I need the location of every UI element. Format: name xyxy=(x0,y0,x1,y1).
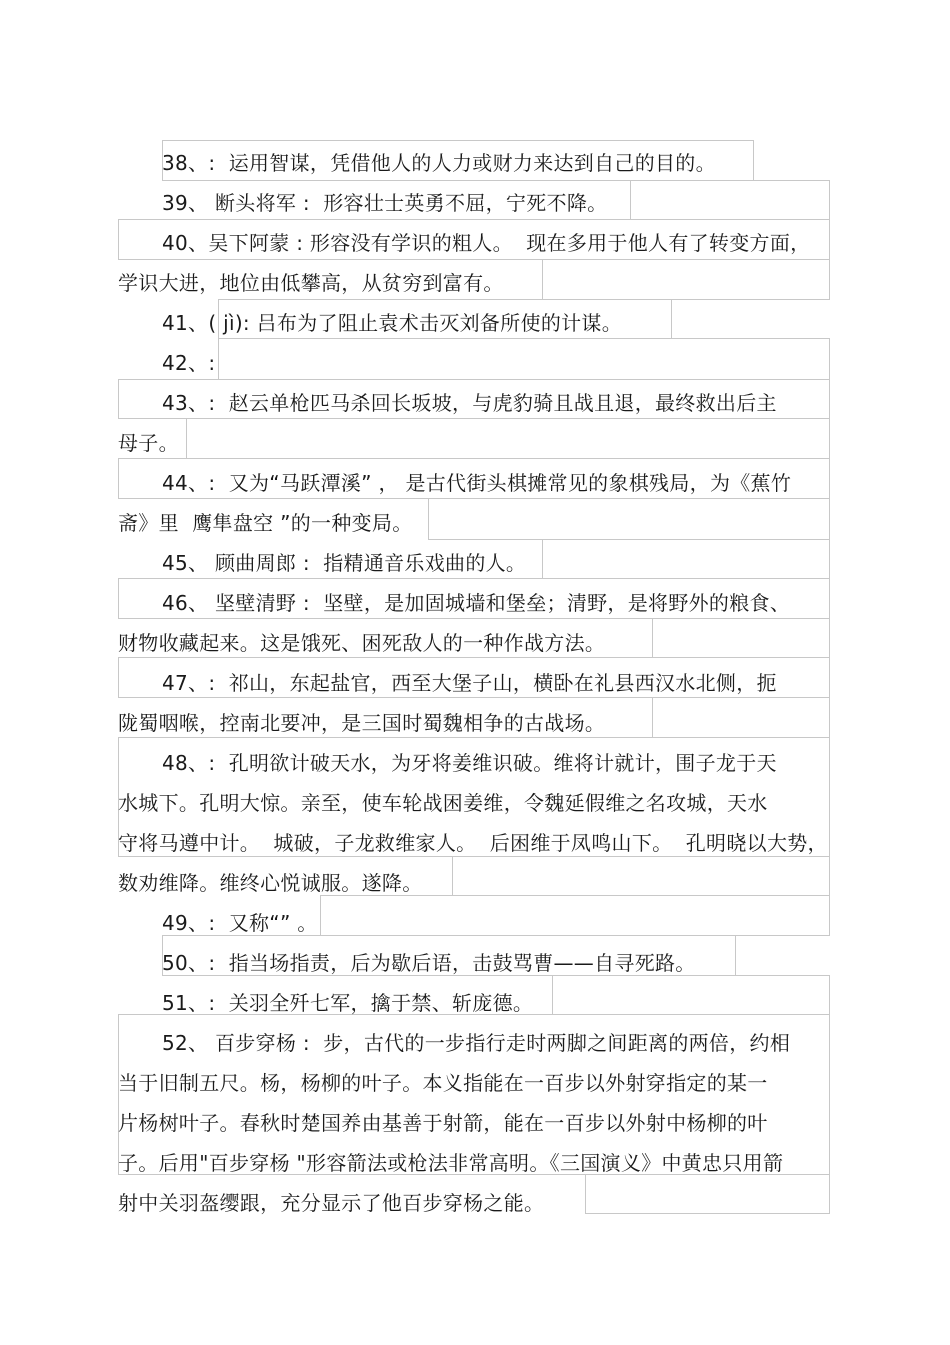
text-line: 财物收藏起来。这是饿死、困死敌人的一种作战方法。 xyxy=(118,631,606,655)
text-line: 片杨树叶子。春秋时楚国养由基善于射箭，能在一百步以外射中杨柳的叶 xyxy=(118,1111,768,1135)
text-line: 41、( jì): 吕布为了阻止袁术击灭刘备所使的计谋。 xyxy=(162,311,623,335)
cell-border xyxy=(542,539,830,579)
text-line: 45、 顾曲周郎 : 指精通音乐戏曲的人。 xyxy=(162,551,527,575)
text-line: 50、: 指当场指责，后为歇后语，击鼓骂曹——自寻死路。 xyxy=(162,951,696,975)
text-line: 40、吴下阿蒙 : 形容没有学识的粗人。 现在多用于他人有了转变方面， xyxy=(162,231,811,255)
cell-border xyxy=(320,895,830,936)
text-line: 母子。 xyxy=(118,431,179,455)
cell-border xyxy=(186,418,830,459)
text-line: 47、: 祁山，东起盐官，西至大堡子山，横卧在礼县西汉水北侧，扼 xyxy=(162,671,777,695)
cell-border xyxy=(428,498,830,540)
text-line: 射中关羽盔缨跟，充分显示了他百步穿杨之能。 xyxy=(118,1191,545,1215)
text-line: 学识大进，地位由低攀高，从贫穷到富有。 xyxy=(118,271,504,295)
text-line: 子。后用"百步穿杨 "形容箭法或枪法非常高明。《三国演义》中黄忠只用箭 xyxy=(118,1151,784,1175)
text-line: 51、: 关羽全歼七军，擒于禁、斩庞德。 xyxy=(162,991,534,1015)
text-line: 42、: xyxy=(162,351,216,375)
text-line: 43、: 赵云单枪匹马杀回长坂坡，与虎豹骑且战且退，最终救出后主 xyxy=(162,391,777,415)
text-line: 陇蜀咽喉，控南北要冲，是三国时蜀魏相争的古战场。 xyxy=(118,711,606,735)
text-line: 48、: 孔明欲计破天水，为牙将姜维识破。维将计就计，围子龙于天 xyxy=(162,751,777,775)
cell-border xyxy=(542,259,830,300)
text-line: 44、: 又为“马跃潭溪” ， 是古代街头棋摊常见的象棋残局，为《蕉竹 xyxy=(162,471,792,495)
text-line: 斋》里 鹰隼盘空 ”的一种变局。 xyxy=(118,511,413,535)
text-line: 39、 断头将军 : 形容壮士英勇不屈，宁死不降。 xyxy=(162,191,608,215)
text-line: 水城下。孔明大惊。亲至，使车轮战困姜维，令魏延假维之名攻城，天水 xyxy=(118,791,768,815)
text-line: 46、 坚壁清野 : 坚壁，是加固城墙和堡垒；清野，是将野外的粮食、 xyxy=(162,591,791,615)
text-line: 38、: 运用智谋，凭借他人的人力或财力来达到自己的目的。 xyxy=(162,151,716,175)
cell-border xyxy=(652,697,830,738)
cell-border xyxy=(552,975,830,1015)
cell-border xyxy=(630,180,830,220)
text-line: 52、 百步穿杨 : 步，古代的一步指行走时两脚之间距离的两倍，约相 xyxy=(162,1031,791,1055)
text-line: 数劝维降。维终心悦诚服。遂降。 xyxy=(118,871,423,895)
text-line: 当于旧制五尺。杨，杨柳的叶子。本义指能在一百步以外射穿指定的某一 xyxy=(118,1071,768,1095)
text-line: 守将马遵中计。 城破，子龙救维家人。 后困维于凤鸣山下。 孔明晓以大势， xyxy=(118,831,828,855)
text-line: 49、: 又称“” 。 xyxy=(162,911,318,935)
cell-border xyxy=(218,338,830,380)
cell-border xyxy=(652,618,830,658)
cell-border xyxy=(452,856,830,896)
cell-border xyxy=(585,1174,830,1214)
